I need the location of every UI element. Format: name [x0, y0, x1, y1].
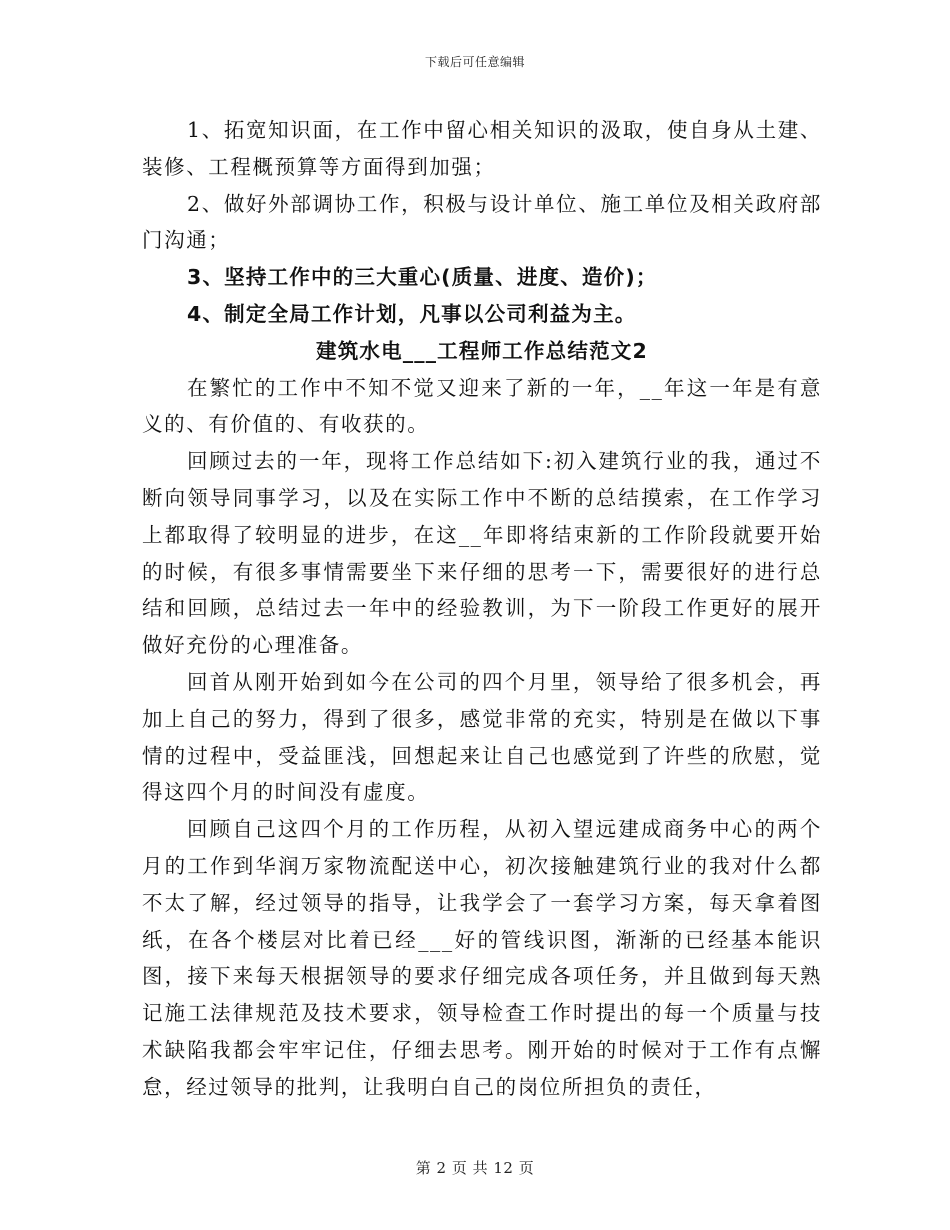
list-item-2: 2、做好外部调协工作，积极与设计单位、施工单位及相关政府部门沟通； [142, 191, 822, 253]
section-title: 建筑水电___工程师工作总结范文2 [316, 338, 648, 363]
document-body [142, 112, 822, 1106]
list-item-3: 3、坚持工作中的三大重心(质量、进度、造价)； [187, 265, 658, 290]
paragraph-4: 回顾自己这四个月的工作历程，从初入望远建成商务中心的两个月的工作到华润万家物流配送中心，初次接触建筑行业的我对什么都不太了解，经过领导的指导，让我学会了一套学习方案，每天拿着图纸，在各个楼层对比着已经___好的管线识图，渐渐的已经基本能识图，接下来每天根据领导的要求仔细完成各项任务，并且做到每天熟记施工法律规范及技术要求，领导检查工作时提出的每一个质量与技术缺陷我都会牢牢记住，仔细去思考。刚开始的时候对于工作有点懈怠，经过领导的批判，让我明白自己的岗位所担负的责任， [142, 817, 822, 1099]
page-header: 下载后可任意编辑 [424, 55, 525, 69]
page-footer: 第 2 页 共 12 页 [415, 1159, 535, 1177]
list-item-1: 1、拓宽知识面，在工作中留心相关知识的汲取，使自身从土建、装修、工程概预算等方面得到加强； [142, 118, 822, 179]
paragraph-3: 回首从刚开始到如今在公司的四个月里，领导给了很多机会，再加上自己的努力，得到了很多，感觉非常的充实，特别是在做以下事情的过程中，受益匪浅，回想起来让自己也感觉到了许些的欣慰，觉得这四个月的时间没有虚度。 [142, 669, 822, 805]
paragraph-2: 回顾过去的一年，现将工作总结如下:初入建筑行业的我，通过不断向领导同事学习，以及在实际工作中不断的总结摸索，在工作学习上都取得了较明显的进步，在这__年即将结束新的工作阶段就要开始的时候，有很多事情需要坐下来仔细的思考一下，需要很好的进行总结和回顾，总结过去一年中的经验教训，为下一阶段工作更好的展开做好充份的心理准备。 [142, 449, 822, 658]
paragraph-1: 在繁忙的工作中不知不觉又迎来了新的一年，__年这一年是有意义的、有价值的、有收获的。 [142, 375, 822, 437]
list-item-4: 4、制定全局工作计划，凡事以公司利益为主。 [187, 301, 637, 326]
